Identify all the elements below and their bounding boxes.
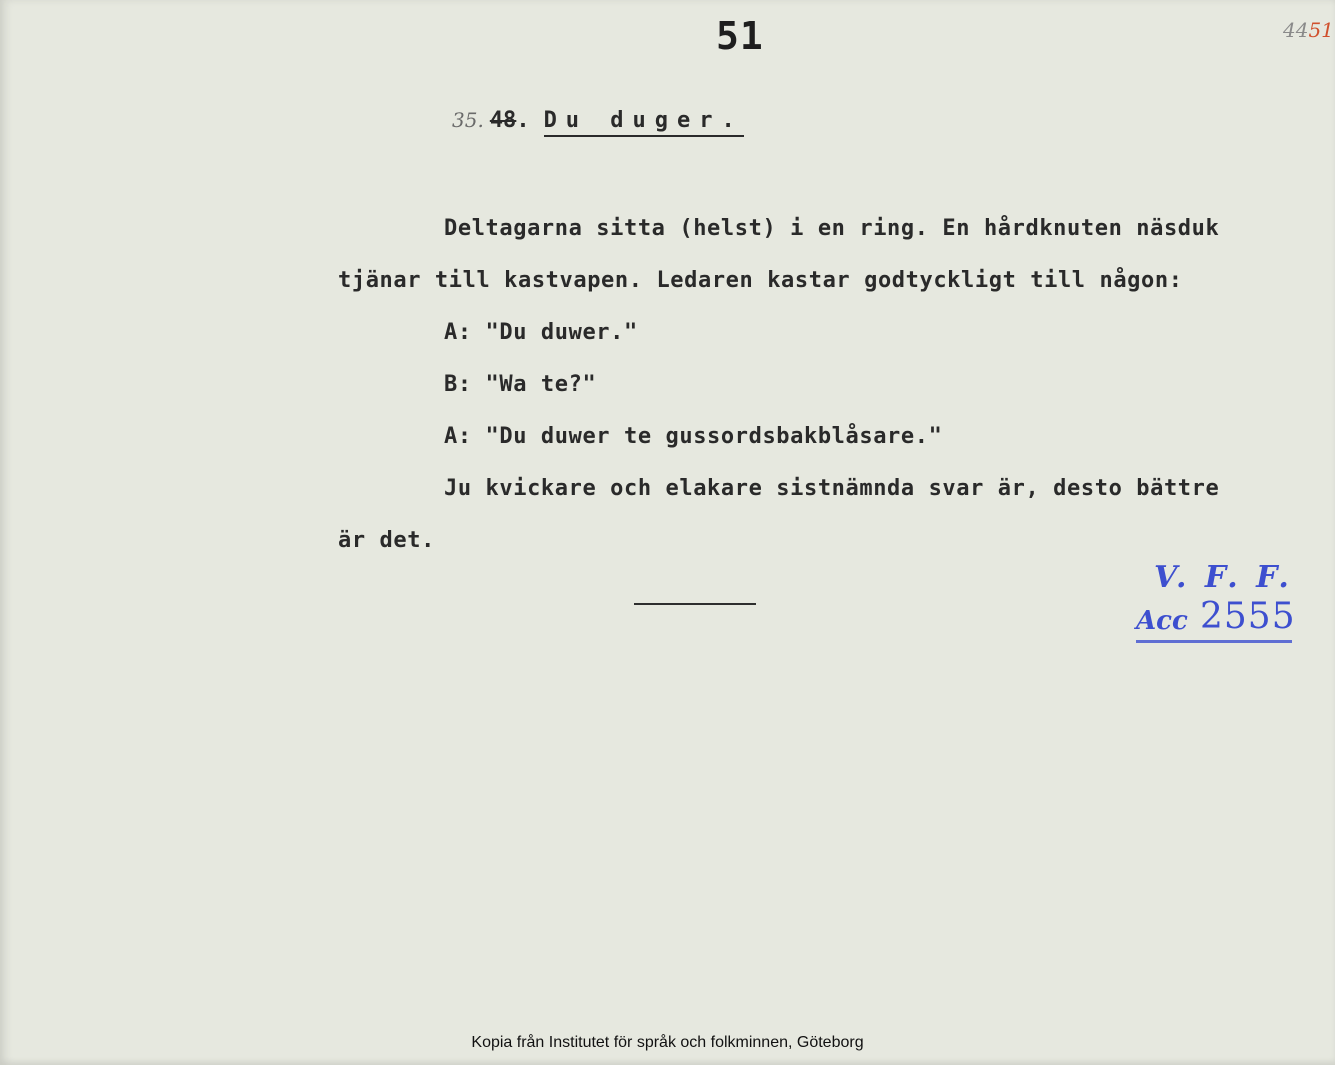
stamp-acc-label: Acc <box>1136 606 1188 636</box>
page-number: 51 <box>716 14 764 58</box>
body-line-2: tjänar till kastvapen. Ledaren kastar godtyckligt till någon: <box>338 268 1183 293</box>
handwritten-page-number: 44 <box>1283 18 1309 42</box>
entry-heading <box>452 108 744 137</box>
entry-number-period: . <box>516 108 530 133</box>
footer-credit: Kopia från Institutet för språk och folkminnen, Göteborg <box>471 1034 864 1051</box>
struck-entry-number: 48 <box>489 108 517 133</box>
entry-title: Du duger. <box>544 108 744 137</box>
dialogue-line-a2: A: "Du duwer te gussordsbakblåsare." <box>444 424 943 449</box>
body-line-7: är det. <box>338 528 435 553</box>
dialogue-line-b: B: "Wa te?" <box>444 372 597 397</box>
body-line-6: Ju kvickare och elakare sistnämnda svar är, desto bättre <box>444 476 1220 501</box>
red-page-number: 51 <box>1308 18 1334 42</box>
stamp-acc-number: 2555 <box>1200 596 1296 637</box>
handwritten-entry-number: 35. <box>452 108 484 132</box>
archive-page-number <box>1283 18 1334 42</box>
body-line-1: Deltagarna sitta (helst) i en ring. En hårdknuten näsduk <box>444 216 1220 241</box>
dialogue-line-a1: A: "Du duwer." <box>444 320 638 345</box>
stamp-underline <box>1136 640 1292 643</box>
stamp-vff: V. F. F. <box>1154 560 1293 595</box>
archive-stamp <box>1134 560 1304 650</box>
section-divider <box>634 603 756 605</box>
